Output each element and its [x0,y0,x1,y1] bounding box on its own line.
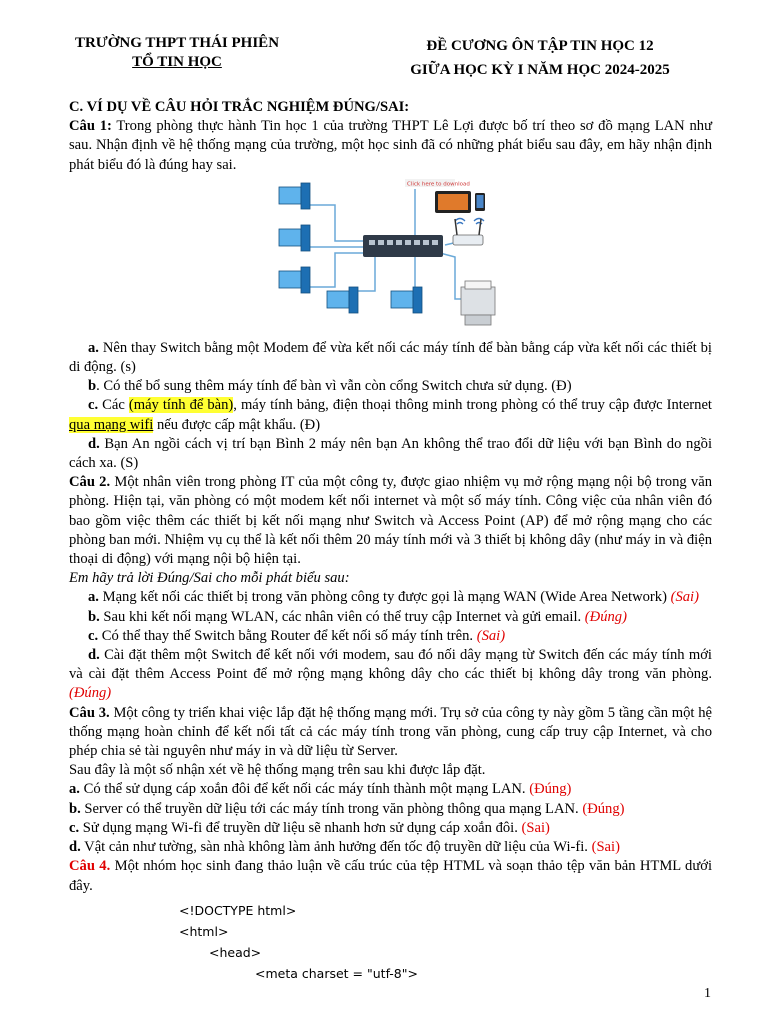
option-label: d. [69,839,81,856]
q3-option-d [69,838,712,857]
answer-label: (Sai) [476,627,506,644]
answer-label: (Sai) [591,839,620,856]
answer-label: (Sai) [521,819,550,836]
option-text: Có thể thay thế Switch bằng Router để kết nối số máy tính trên. [98,627,477,644]
answer-label: (Đúng) [69,685,112,702]
option-label: c. [88,627,99,644]
q4-stem-text: Một nhóm học sinh đang thảo luận về cấu trúc của tệp HTML và soạn thảo tệp văn bản HTML dưới đây. [69,858,712,894]
q3-option-c [69,819,712,838]
option-label: d. [88,435,100,452]
code-line: <head> [209,944,262,960]
option-label: c. [69,819,80,836]
q1-stem [69,117,712,175]
q1-option-b [69,377,712,396]
q4-stem [69,857,712,895]
section-title: C. VÍ DỤ VỀ CÂU HỎI TRẮC NGHIỆM ĐÚNG/SAI: [69,99,410,115]
header-left [62,34,292,72]
q3-stem [69,704,712,762]
highlighted-text: qua mạng wifi [69,416,154,433]
code-line: <!DOCTYPE html> [179,902,297,918]
q4-label: Câu 4. [69,858,111,875]
q3-option-a [69,780,712,799]
q3-stem-text: Một công ty triển khai việc lắp đặt hệ thống mạng mới. Trụ sở của công ty này gồm 5 tầng cần một hệ thống mạng hoàn chỉnh để kết nối tất cả các máy tính trong văn phòng, cung cấp truy cập Internet, và cho phép chia sẻ tài nguyên như máy in và dữ liệu từ Server. [69,704,713,760]
option-label: a. [88,589,99,606]
code-line: <html> [179,923,229,939]
wifi-icon [455,218,484,224]
option-label: b. [69,800,81,817]
q2-option-c [69,627,712,646]
q2-option-b [69,608,712,627]
q1-label: Câu 1: [69,118,112,135]
header-right [380,34,700,82]
q2-option-d [69,646,712,704]
q1-option-c [69,396,712,434]
option-text: Server có thể truyền dữ liệu tới các máy tính trong văn phòng thông qua mạng LAN. [80,800,583,817]
option-text: Bạn An ngồi cách vị trí bạn Bình 2 máy nên bạn An không thể trao đổi dữ liệu với bạn Bình do ngồi cách xa. (S) [69,435,712,472]
option-text: nếu được cấp mật khẩu. (Đ) [153,416,321,433]
diagram-caption: Click here to download [407,181,470,188]
q2-stem [69,473,712,569]
answer-label: (Đúng) [529,781,572,798]
q3-option-b [69,800,712,819]
document-body [69,98,712,984]
option-text: Cài đặt thêm một Switch để kết nối với modem, sau đó nối dây mạng từ Switch đến các máy tính mới và cài đặt thêm Access Point để mở rộng mạng không dây cho các thiết bị không dây trong văn phòng. [69,647,712,683]
q2-label: Câu 2. [69,474,111,491]
q1-option-a [69,339,712,377]
html-code-block [69,900,712,984]
doc-title-line1: ĐỀ CƯƠNG ÔN TẬP TIN HỌC 12 [426,38,654,54]
option-text: Mạng kết nối các thiết bị trong văn phòng công ty được gọi là mạng WAN (Wide Area Network) [98,589,671,606]
q3-intro: Sau đây là một số nhận xét về hệ thống mạng trên sau khi được lắp đặt. [69,762,486,779]
option-text: Sau khi kết nối mạng WLAN, các nhân viên có thể truy cập Internet và gửi email. [99,608,585,625]
code-line: <meta charset = "utf-8"> [255,965,418,981]
department-name: TỔ TIN HỌC [132,54,222,70]
answer-label: (Đúng) [582,800,625,817]
q2-stem-text: Một nhân viên trong phòng IT của một công ty, được giao nhiệm vụ mở rộng mạng nội bộ trong văn phòng. Hiện tại, văn phòng có một modem kết nối internet và một số máy tính. Công việc của nhân viên đó bao gồm việc thêm các thiết bị kết nối mạng như Switch và Access Point (AP) để mở rộng mạng cho các phòng ban mới. Nhiệm vụ cụ thể là kết nối thêm 20 máy tính mới và 3 thiết bị không dây (như máy in và điện thoại di động) với mạng nội bộ hiện tại. [69,474,713,568]
option-label: c. [88,397,99,414]
doc-title-line2: GIỮA HỌC KỲ I NĂM HỌC 2024-2025 [410,62,670,78]
q2-option-a [69,588,712,607]
option-text: Vật cản như tường, sàn nhà không làm ảnh hưởng đến tốc độ truyền dữ liệu của Wi-fi. [80,839,592,856]
page-number: 1 [704,986,711,1001]
school-name: TRƯỜNG THPT THÁI PHIÊN [74,35,280,51]
option-label: b [88,378,97,395]
q1-stem-text: Trong phòng thực hành Tin học 1 của trường THPT Lê Lợi được bố trí theo sơ đồ mạng LAN như sau. Nhận định về hệ thống mạng của trường, một học sinh đã có những phát biểu sau đây, em hãy nhận định phát biểu đó là đúng hay sai. [69,118,712,173]
answer-label: (Sai) [670,589,699,606]
q2-instruction: Em hãy trả lời Đúng/Sai cho mỗi phát biểu sau: [69,570,350,587]
highlighted-text: (máy tính để bàn) [128,397,234,414]
option-text: Sử dụng mạng Wi-fi để truyền dữ liệu sẽ nhanh hơn sử dụng cáp xoắn đôi. [79,819,522,836]
option-label: b. [88,608,100,625]
lan-network-diagram [275,179,505,331]
option-text: Các [98,397,129,414]
option-label: a. [88,339,99,356]
answer-label: (Đúng) [584,608,627,625]
option-text: , máy tính bảng, điện thoại thông minh trong phòng có thể truy cập được Internet [233,397,712,414]
printer-icon [461,281,495,325]
q3-label: Câu 3. [69,704,110,721]
option-label: d. [88,647,100,664]
option-text: Nên thay Switch bằng một Modem để vừa kết nối các máy tính để bàn bằng cáp vừa kết nối các thiết bị di động. (s) [69,339,712,376]
switch-icon [363,235,443,257]
option-text: . Có thể bổ sung thêm máy tính để bàn vì vẫn còn cổng Switch chưa sử dụng. (Đ) [96,378,572,395]
option-label: a. [69,781,80,798]
q1-option-d [69,435,712,473]
option-text: Có thể sử dụng cáp xoắn đôi để kết nối các máy tính thành một mạng LAN. [79,781,530,798]
